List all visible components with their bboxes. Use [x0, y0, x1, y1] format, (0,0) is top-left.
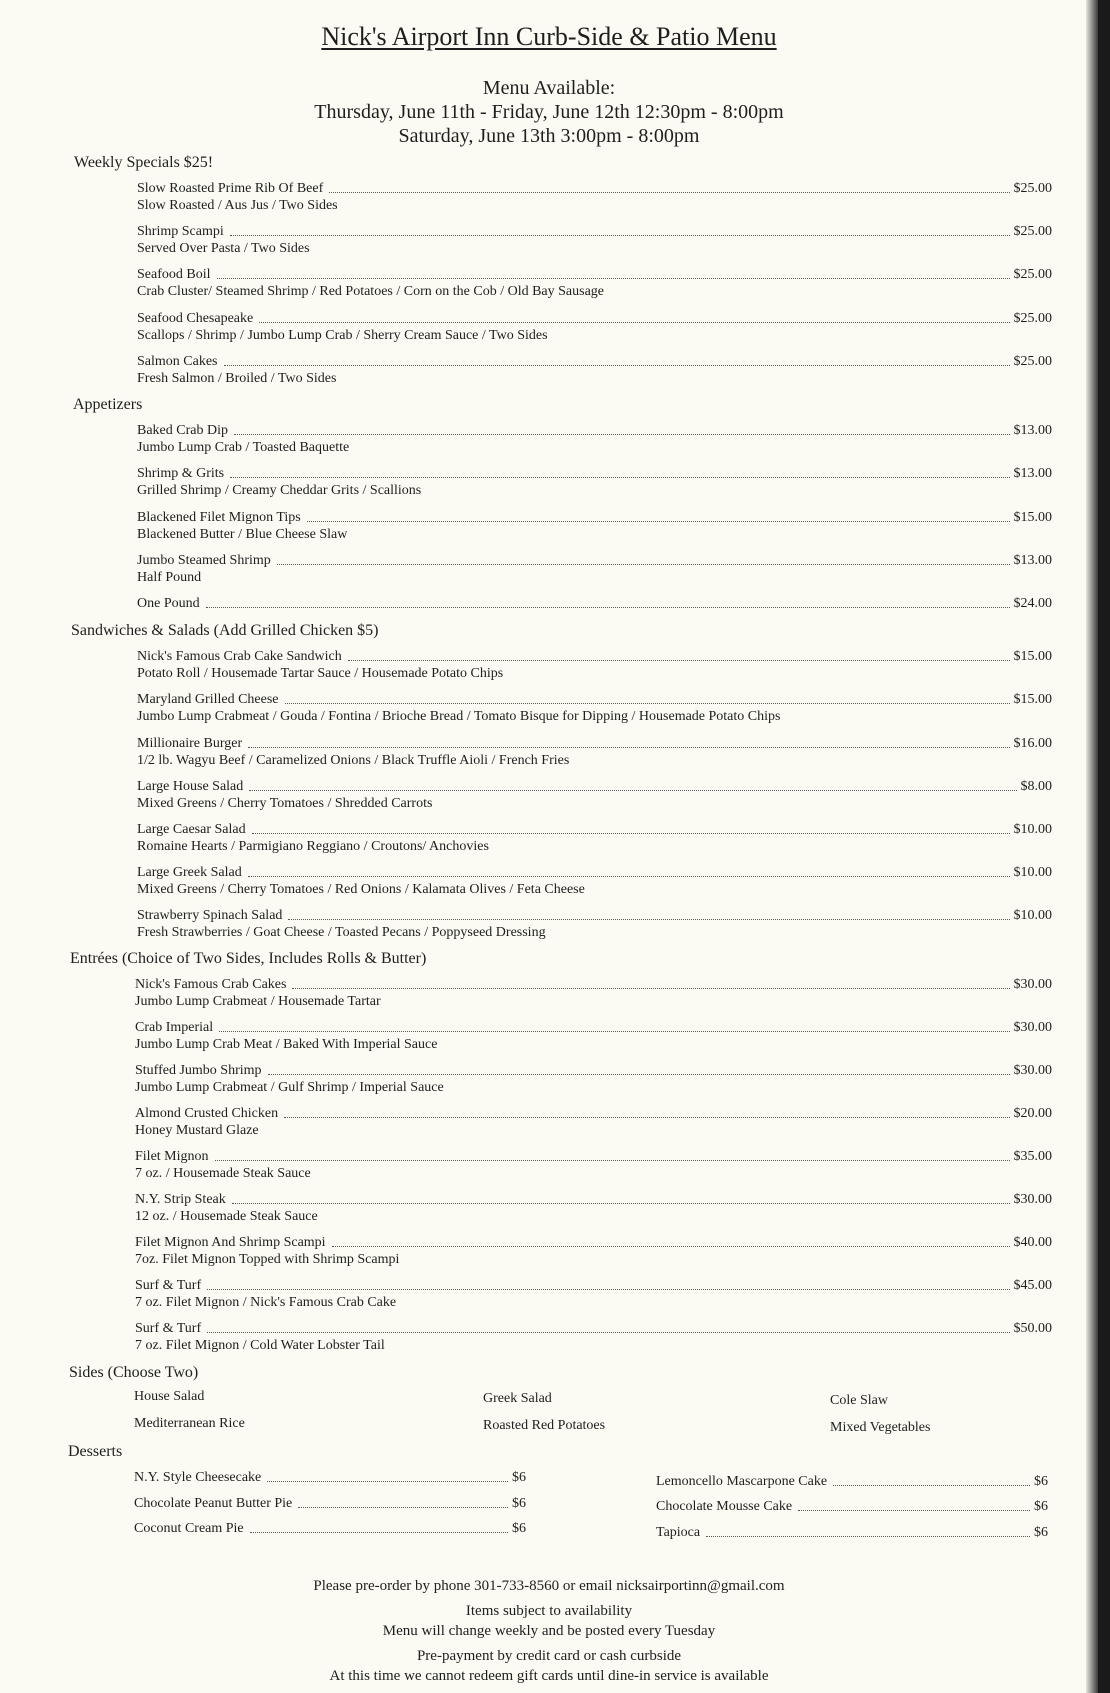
menu-item [137, 551, 1052, 591]
item-name: Blackened Filet Mignon Tips [137, 510, 301, 525]
item-price: $50.00 [1013, 1321, 1052, 1336]
item-name: Stuffed Jumbo Shrimp [135, 1063, 262, 1078]
menu-item [135, 1018, 1052, 1058]
item-name: Large House Salad [137, 779, 244, 794]
menu-item [137, 863, 1052, 903]
item-price: $15.00 [1013, 510, 1052, 525]
item-description: 1/2 lb. Wagyu Beef / Caramelized Onions / Black Truffle Aioli / French Fries [137, 753, 570, 768]
item-description: Scallops / Shrimp / Jumbo Lump Crab / Sherry Cream Sauce / Two Sides [137, 328, 548, 343]
item-name: Seafood Boil [137, 267, 211, 282]
menu-item [135, 1233, 1052, 1273]
leader-dots [285, 703, 1010, 704]
item-price: $35.00 [1013, 1149, 1052, 1164]
item-description: Mixed Greens / Cherry Tomatoes / Shredded Carrots [137, 796, 433, 811]
item-price: $15.00 [1013, 649, 1052, 664]
leader-dots [248, 876, 1010, 877]
item-name: One Pound [137, 596, 200, 611]
menu-item [135, 1104, 1052, 1144]
side-item: Mediterranean Rice [134, 1416, 245, 1431]
leader-dots [332, 1246, 1010, 1247]
leader-dots [277, 564, 1010, 565]
menu-item [137, 309, 1052, 349]
item-name: Shrimp & Grits [137, 466, 225, 481]
leader-dots [298, 1507, 508, 1508]
menu-item [137, 647, 1052, 687]
availability-line-2: Saturday, June 13th 3:00pm - 8:00pm [398, 125, 700, 147]
item-price: $15.00 [1013, 692, 1052, 707]
item-price: $8.00 [1020, 779, 1052, 794]
section-weekly-specials: Weekly Specials $25! [74, 154, 214, 171]
leader-dots [215, 1160, 1010, 1161]
item-name: Tapioca [656, 1525, 701, 1540]
item-name: Strawberry Spinach Salad [137, 908, 283, 923]
section-entrees: Entrées (Choice of Two Sides, Includes Rolls & Butter) [70, 950, 427, 967]
availability-line-1: Thursday, June 11th - Friday, June 12th 12:30pm - 8:00pm [314, 101, 784, 123]
section-sandwiches-salads: Sandwiches & Salads (Add Grilled Chicken $5) [71, 622, 379, 639]
item-name: N.Y. Style Cheesecake [134, 1470, 262, 1485]
leader-dots [249, 790, 1016, 791]
item-name: Jumbo Steamed Shrimp [137, 553, 271, 568]
side-item: Cole Slaw [830, 1393, 888, 1408]
item-price: $13.00 [1013, 466, 1052, 481]
item-price: $10.00 [1013, 865, 1052, 880]
leader-dots [230, 235, 1010, 236]
menu-item [137, 508, 1052, 548]
dessert-item [656, 1523, 1048, 1541]
item-price: $45.00 [1013, 1278, 1052, 1293]
item-name: Filet Mignon And Shrimp Scampi [135, 1235, 326, 1250]
menu-item [135, 1319, 1052, 1359]
item-price: $6 [1034, 1474, 1048, 1489]
item-description: Fresh Salmon / Broiled / Two Sides [137, 371, 337, 386]
menu-item [137, 421, 1052, 461]
item-name: Baked Crab Dip [137, 423, 228, 438]
item-name: Filet Mignon [135, 1149, 209, 1164]
item-price: $6 [512, 1496, 526, 1511]
item-description: Jumbo Lump Crab / Toasted Baquette [137, 440, 350, 455]
item-price: $10.00 [1013, 908, 1052, 923]
item-price: $6 [512, 1470, 526, 1485]
item-description: Mixed Greens / Cherry Tomatoes / Red Onions / Kalamata Olives / Feta Cheese [137, 882, 585, 897]
item-name: Large Greek Salad [137, 865, 242, 880]
menu-item [137, 690, 1052, 730]
item-price: $40.00 [1013, 1235, 1052, 1250]
item-price: $6 [1034, 1499, 1048, 1514]
item-name: Seafood Chesapeake [137, 311, 254, 326]
leader-dots [207, 1289, 1009, 1290]
item-description: 7 oz. / Housemade Steak Sauce [135, 1166, 311, 1181]
leader-dots [348, 660, 1010, 661]
leader-dots [798, 1510, 1030, 1511]
leader-dots [292, 988, 1009, 989]
item-description: Crab Cluster/ Steamed Shrimp / Red Potatoes / Corn on the Cob / Old Bay Sausage [137, 284, 605, 299]
item-description: Blackened Butter / Blue Cheese Slaw [137, 527, 348, 542]
dessert-item [656, 1472, 1048, 1490]
side-item: Greek Salad [483, 1391, 552, 1406]
item-price: $10.00 [1013, 822, 1052, 837]
availability-note: Items subject to availability [465, 1603, 633, 1619]
item-description: Served Over Pasta / Two Sides [137, 241, 310, 256]
item-name: Chocolate Mousse Cake [656, 1499, 793, 1514]
item-name: Chocolate Peanut Butter Pie [134, 1496, 293, 1511]
leader-dots [259, 322, 1009, 323]
menu-item [137, 820, 1052, 860]
item-name: Maryland Grilled Cheese [137, 692, 279, 707]
section-sides: Sides (Choose Two) [69, 1364, 199, 1381]
leader-dots [248, 747, 1009, 748]
item-price: $16.00 [1013, 736, 1052, 751]
side-item: House Salad [134, 1389, 205, 1404]
item-name: Nick's Famous Crab Cake Sandwich [137, 649, 342, 664]
item-description: Half Pound [137, 570, 202, 585]
item-name: Almond Crusted Chicken [135, 1106, 279, 1121]
menu-item [135, 1190, 1052, 1230]
item-price: $25.00 [1013, 181, 1052, 196]
preorder-note: Please pre-order by phone 301-733-8560 or email nicksairportinn@gmail.com [313, 1578, 785, 1594]
item-name: Millionaire Burger [137, 736, 243, 751]
leader-dots [219, 1031, 1009, 1032]
item-name: Coconut Cream Pie [134, 1521, 244, 1536]
availability-block [0, 76, 1098, 148]
leader-dots [224, 365, 1010, 366]
item-description: Jumbo Lump Crabmeat / Housemade Tartar [135, 994, 381, 1009]
menu-item [137, 464, 1052, 504]
menu-item [135, 1276, 1052, 1316]
section-appetizers: Appetizers [73, 396, 143, 413]
dessert-item [134, 1468, 526, 1486]
item-description: Slow Roasted / Aus Jus / Two Sides [137, 198, 338, 213]
side-item: Roasted Red Potatoes [483, 1418, 606, 1433]
item-price: $13.00 [1013, 423, 1052, 438]
leader-dots [284, 1117, 1009, 1118]
item-price: $6 [1034, 1525, 1048, 1540]
menu-change-note: Menu will change weekly and be posted every Tuesday [382, 1623, 716, 1639]
item-description: 7 oz. Filet Mignon / Nick's Famous Crab Cake [135, 1295, 397, 1310]
leader-dots [217, 278, 1010, 279]
item-name: Slow Roasted Prime Rib Of Beef [137, 181, 324, 196]
leader-dots [833, 1485, 1030, 1486]
item-description: Jumbo Lump Crab Meat / Baked With Imperial Sauce [135, 1037, 438, 1052]
leader-dots [252, 833, 1010, 834]
item-description: Honey Mustard Glaze [135, 1123, 259, 1138]
leader-dots [706, 1536, 1030, 1537]
item-price: $25.00 [1013, 311, 1052, 326]
menu-item [137, 352, 1052, 392]
item-description: 7 oz. Filet Mignon / Cold Water Lobster Tail [135, 1338, 385, 1353]
item-description: 7oz. Filet Mignon Topped with Shrimp Scampi [135, 1252, 400, 1267]
menu-item [137, 179, 1052, 219]
menu-item [137, 734, 1052, 774]
dessert-item [656, 1497, 1048, 1515]
item-description: Jumbo Lump Crabmeat / Gulf Shrimp / Imperial Sauce [135, 1080, 444, 1095]
leader-dots [267, 1481, 508, 1482]
item-price: $13.00 [1013, 553, 1052, 568]
leader-dots [234, 434, 1010, 435]
leader-dots [206, 607, 1010, 608]
item-price: $25.00 [1013, 354, 1052, 369]
menu-item [137, 777, 1052, 817]
gift-card-note: At this time we cannot redeem gift cards until dine-in service is available [329, 1668, 769, 1684]
leader-dots [250, 1532, 508, 1533]
item-description: Grilled Shrimp / Creamy Cheddar Grits / Scallions [137, 483, 422, 498]
item-name: N.Y. Strip Steak [135, 1192, 226, 1207]
item-price: $24.00 [1013, 596, 1052, 611]
menu-item [137, 222, 1052, 262]
item-price: $30.00 [1013, 977, 1052, 992]
item-name: Surf & Turf [135, 1278, 202, 1293]
item-name: Salmon Cakes [137, 354, 218, 369]
leader-dots [232, 1203, 1010, 1204]
item-name: Nick's Famous Crab Cakes [135, 977, 287, 992]
leader-dots [329, 192, 1009, 193]
item-name: Crab Imperial [135, 1020, 214, 1035]
item-price: $25.00 [1013, 224, 1052, 239]
item-price: $30.00 [1013, 1063, 1052, 1078]
side-item: Mixed Vegetables [830, 1420, 931, 1435]
item-price: $6 [512, 1521, 526, 1536]
item-name: Shrimp Scampi [137, 224, 224, 239]
leader-dots [268, 1074, 1010, 1075]
item-price: $25.00 [1013, 267, 1052, 282]
item-description: Romaine Hearts / Parmigiano Reggiano / Croutons/ Anchovies [137, 839, 489, 854]
item-description: Potato Roll / Housemade Tartar Sauce / Housemade Potato Chips [137, 666, 504, 681]
menu-title: Nick's Airport Inn Curb-Side & Patio Menu [321, 22, 777, 51]
item-name: Large Caesar Salad [137, 822, 246, 837]
item-price: $20.00 [1013, 1106, 1052, 1121]
menu-item [135, 975, 1052, 1015]
item-description: 12 oz. / Housemade Steak Sauce [135, 1209, 318, 1224]
item-description: Fresh Strawberries / Goat Cheese / Toasted Pecans / Poppyseed Dressing [137, 925, 546, 940]
dessert-item [134, 1494, 526, 1512]
leader-dots [207, 1332, 1009, 1333]
dessert-item [134, 1519, 526, 1537]
page-edge [1086, 0, 1098, 1693]
leader-dots [307, 521, 1010, 522]
leader-dots [230, 477, 1009, 478]
item-price: $30.00 [1013, 1020, 1052, 1035]
item-description: Jumbo Lump Crabmeat / Gouda / Fontina / Brioche Bread / Tomato Bisque for Dipping / Housemade Potato Chips [137, 709, 781, 724]
menu-item [137, 906, 1052, 946]
item-name: Lemoncello Mascarpone Cake [656, 1474, 828, 1489]
menu-item [137, 265, 1052, 305]
leader-dots [288, 919, 1009, 920]
item-price: $30.00 [1013, 1192, 1052, 1207]
menu-item [135, 1147, 1052, 1187]
availability-heading: Menu Available: [482, 77, 616, 99]
menu-item [135, 1061, 1052, 1101]
prepayment-note: Pre-payment by credit card or cash curbside [416, 1648, 682, 1664]
section-desserts: Desserts [68, 1443, 123, 1460]
item-name: Surf & Turf [135, 1321, 202, 1336]
